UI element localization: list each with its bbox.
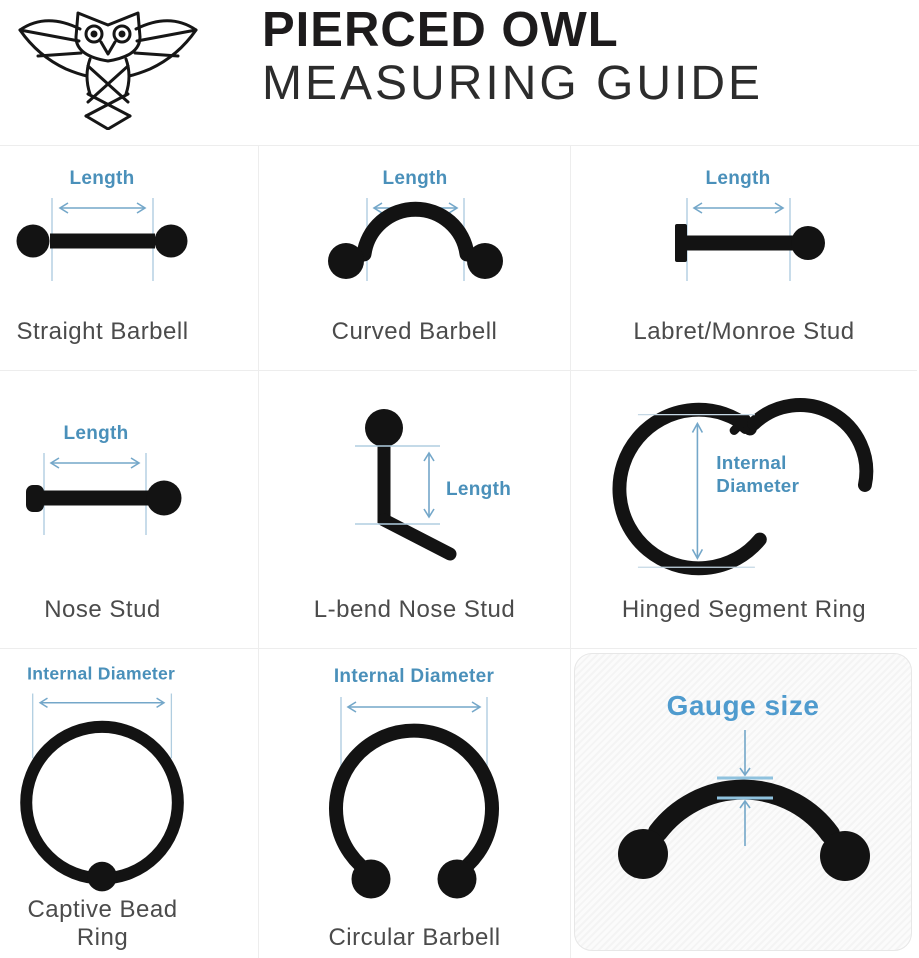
straight-barbell-diagram: [0, 148, 205, 298]
measure-label: Internal Diameter: [27, 663, 176, 684]
cell-gauge-size: [571, 649, 917, 958]
caption: Labret/Monroe Stud: [633, 318, 855, 345]
nose-stud-diagram: [0, 373, 205, 568]
measure-label: Length: [705, 168, 771, 189]
measure-label-line1: Internal: [716, 452, 787, 474]
measuring-grid: [0, 145, 919, 957]
cell-hinged-segment-ring: [571, 371, 917, 649]
header: [0, 0, 919, 145]
circular-barbell-diagram: [259, 651, 571, 916]
cell-l-bend-nose-stud: [259, 371, 571, 649]
brand-title: PIERCED OWL: [262, 3, 619, 57]
gauge-size-label: Gauge size: [666, 690, 820, 721]
cell-nose-stud: [0, 371, 259, 649]
caption: Nose Stud: [44, 596, 161, 623]
cell-labret-monroe-stud: [571, 146, 917, 371]
measure-label: Length: [445, 479, 511, 500]
title-block: [262, 3, 764, 110]
gauge-size-panel: [574, 653, 912, 951]
caption: Circular Barbell: [328, 924, 501, 951]
caption: Hinged Segment Ring: [621, 596, 867, 623]
cell-captive-bead-ring: [0, 649, 259, 958]
curved-barbell-diagram: [259, 148, 571, 298]
owl-logo-icon: [18, 4, 198, 130]
caption: L-bend Nose Stud: [313, 596, 516, 623]
cell-curved-barbell: [259, 146, 571, 371]
caption: Curved Barbell: [331, 318, 498, 345]
measure-label-line2: Diameter: [716, 474, 800, 496]
cell-circular-barbell: [259, 649, 571, 958]
cell-straight-barbell: [0, 146, 259, 371]
labret-stud-diagram: [571, 148, 917, 298]
gauge-size-diagram: [573, 722, 913, 914]
measure-label: Length: [69, 168, 135, 189]
caption: Captive Bead Ring: [27, 896, 178, 951]
caption: Straight Barbell: [16, 318, 189, 345]
measure-label: Length: [63, 423, 129, 444]
measure-label: Internal Diameter: [333, 666, 494, 687]
hinged-segment-ring-diagram: [571, 373, 917, 596]
captive-bead-ring-diagram: [0, 651, 205, 896]
l-bend-nose-stud-diagram: [259, 373, 571, 568]
page-title: MEASURING GUIDE: [262, 56, 764, 110]
measure-label: Length: [381, 168, 448, 189]
